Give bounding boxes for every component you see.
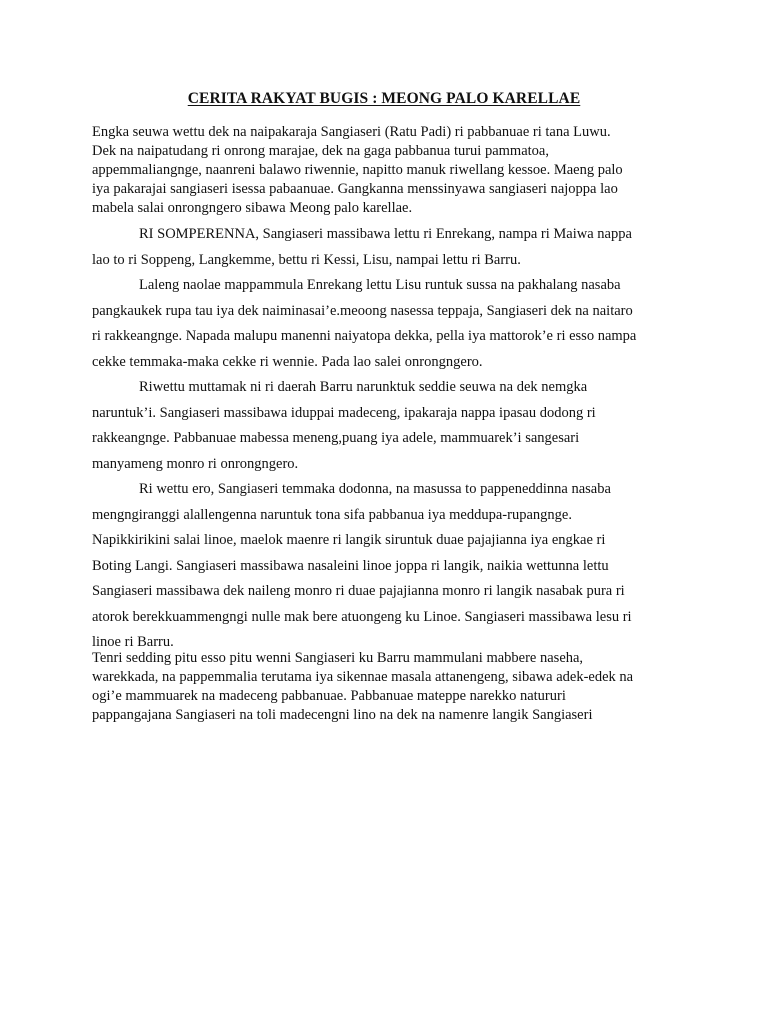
intro-paragraph xyxy=(92,123,692,218)
closing-line: ogi’e mammuarek na madeceng pabbanuae. Pabbanuae mateppe narekko natururi xyxy=(92,688,566,704)
document-title xyxy=(0,90,768,108)
paragraph-1-line: lao to ri Soppeng, Langkemme, bettu ri Kessi, Lisu, nampai lettu ri Barru. xyxy=(92,251,521,268)
paragraph-4-line: Boting Langi. Sangiaseri massibawa nasaleini linoe joppa ri langik, naikia wettunna lettu xyxy=(92,557,609,574)
story-body xyxy=(92,222,692,656)
intro-line: iya pakarajai sangiaseri isessa pabaanuae. Gangkanna menssinyawa sangiaseri najoppa lao xyxy=(92,181,618,197)
paragraph-3-line: Riwettu muttamak ni ri daerah Barru narunktuk seddie seuwa na dek nemgka xyxy=(139,379,588,395)
intro-line: mabela salai onrongngero sibawa Meong palo karellae. xyxy=(92,200,413,216)
closing-line: pappangajana Sangiaseri na toli madecengni lino na dek na namenre langik Sangiaseri xyxy=(92,707,593,723)
paragraph-4-line: Sangiaseri massibawa dek naileng monro ri duae pajajianna monro ri langik nasabak pura ri xyxy=(92,583,625,599)
intro-line: Dek na naipatudang ri onrong marajae, dek na gaga pabbanua turui pammatoa, xyxy=(92,143,549,159)
paragraph-3-line: manyameng monro ri onrongngero. xyxy=(92,455,299,472)
paragraph-4-line: mengngiranggi alallengenna naruntuk tona sifa pabbanua iya meddupa-rupangnge. xyxy=(92,506,572,523)
intro-line: Engka seuwa wettu dek na naipakaraja Sangiaseri (Ratu Padi) ri pabbanuae ri tana Luwu. xyxy=(92,124,611,140)
paragraph-4-line: linoe ri Barru. xyxy=(92,634,174,650)
closing-paragraph xyxy=(92,649,692,725)
paragraph-4-line: Napikkirikini salai linoe, maelok maenre ri langik siruntuk duae pajajianna iya engkae ri xyxy=(92,532,606,548)
paragraph-2-line: pangkaukek rupa tau iya dek naiminasai’e.meoong nasessa teppaja, Sangiaseri dek na naitaro xyxy=(92,302,633,319)
paragraph-4-line: atorok berekkuammengngi nulle mak bere atuongeng ku Linoe. Sangiaseri massibawa lesu ri xyxy=(92,608,632,625)
paragraph-2-line: Laleng naolae mappammula Enrekang lettu Lisu runtuk sussa na pakhalang nasaba xyxy=(139,277,621,293)
paragraph-3-line: naruntuk’i. Sangiaseri massibawa iduppai madeceng, ipakaraja nappa ipasau dodong ri xyxy=(92,404,596,421)
intro-line: appemmaliangnge, naanreni balawo riwennie, napitto manuk riwellang kessoe. Maeng palo xyxy=(92,162,623,178)
paragraph-3-line: rakkeangnge. Pabbanuae mabessa meneng,puang iya adele, mammuarek’i sangesari xyxy=(92,430,580,446)
closing-line: warekkada, na pappemmalia terutama iya sikennae masala attanengeng, sibawa adek-edek na xyxy=(92,669,634,685)
paragraph-2-line: cekke temmaka-maka cekke ri wennie. Pada lao salei onrongngero. xyxy=(92,353,483,370)
paragraph-1-line: RI SOMPERENNA, Sangiaseri massibawa lettu ri Enrekang, nampa ri Maiwa nappa xyxy=(139,226,632,242)
closing-line: Tenri sedding pitu esso pitu wenni Sangiaseri ku Barru mammulani mabbere naseha, xyxy=(92,650,584,666)
paragraph-2-line: ri rakkeangnge. Napada malupu manenni naiyatopa dekka, pella iya mattorok’e ri esso nampa xyxy=(92,328,637,344)
paragraph-4-line: Ri wettu ero, Sangiaseri temmaka dodonna, na masussa to pappeneddinna nasaba xyxy=(139,481,611,497)
document-title-text: CERITA RAKYAT BUGIS : MEONG PALO KARELLAE xyxy=(187,90,581,107)
